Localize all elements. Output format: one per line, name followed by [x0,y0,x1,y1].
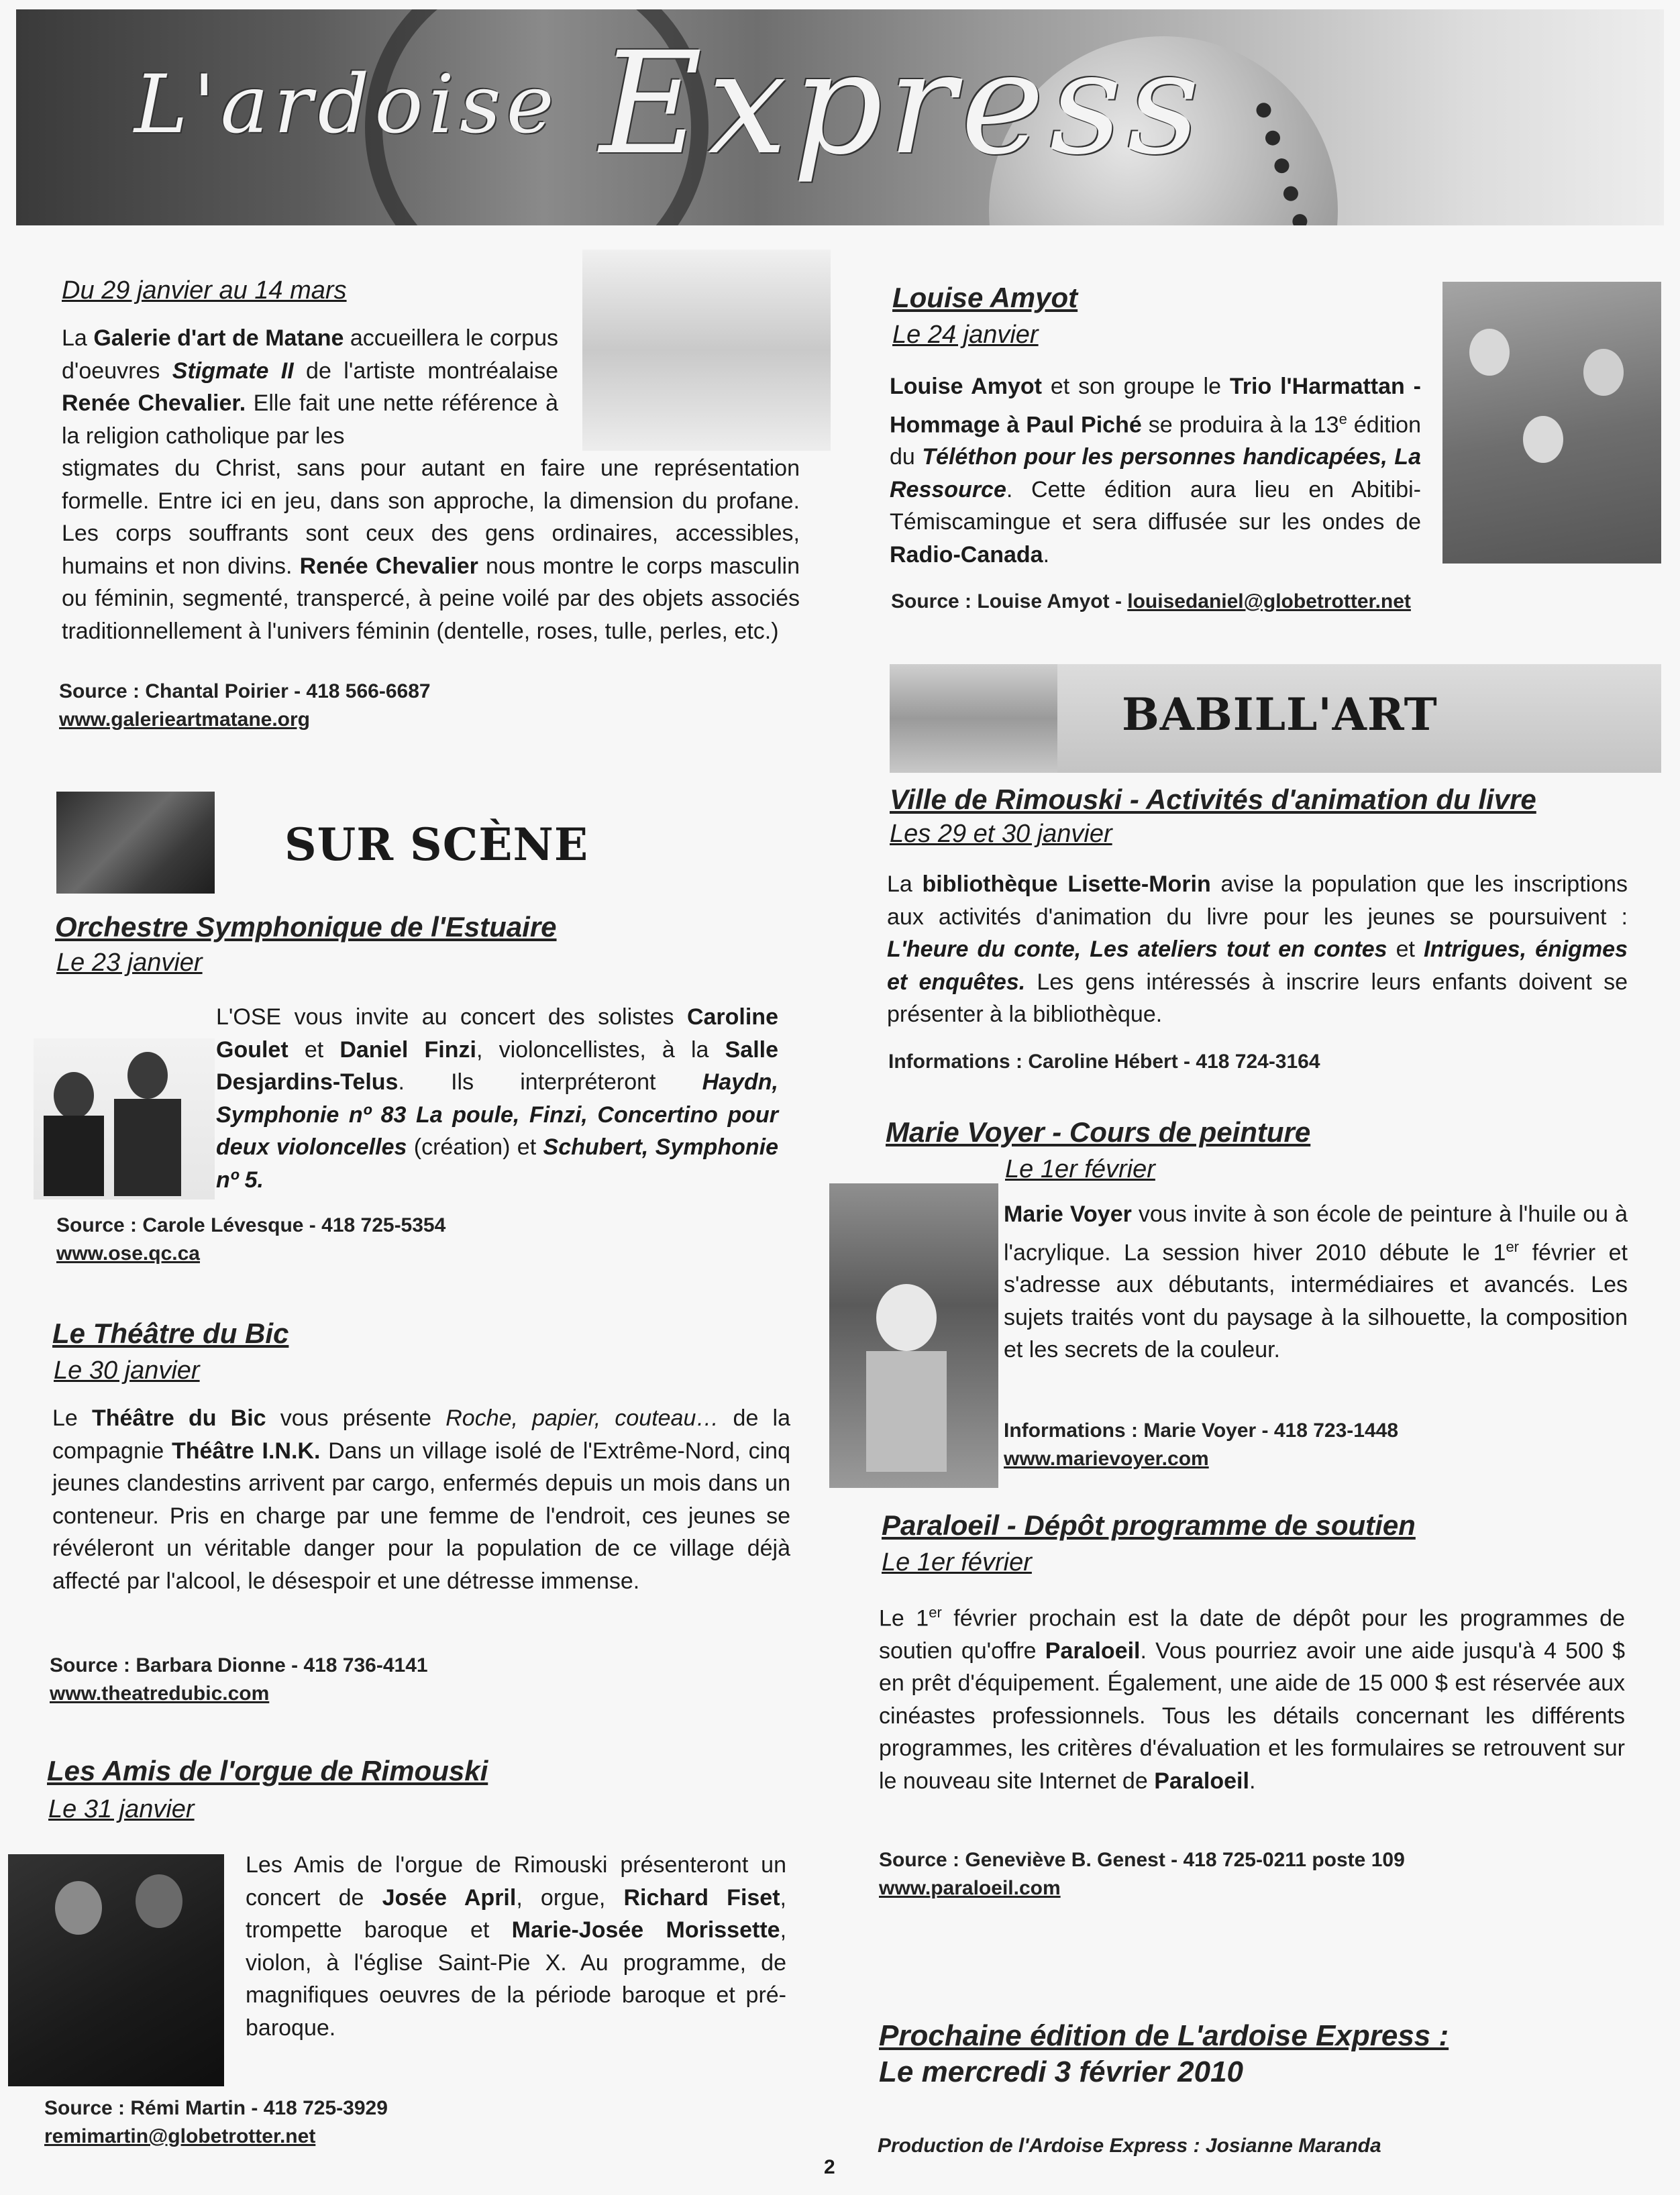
voyer-url[interactable]: www.marievoyer.com [1004,1448,1209,1470]
orgue-heading: Les Amis de l'orgue de Rimouski [47,1755,488,1786]
masthead-title: L'ardoise Express [134,21,1205,186]
bic-heading: Le Théâtre du Bic [52,1318,289,1349]
galerie-source: Source : Chantal Poirier - 418 566-6687 [59,680,431,702]
production-credit: Production de l'Ardoise Express : Josianne Maranda [878,2135,1381,2157]
galerie-text-b: stigmates du Christ, sans pour autant en faire une représentation formelle. Entre ici en jeu, dans son approche, la dimension du profane. Les corps souffrants sont ceux des gens ordinaires, accessibles, humains et non divins. Renée Chevalier nous montre le corps masculin ou féminin, segmenté, transpercé, à peine voilé par des objets associés traditionnellement à l'univers féminin (dentelle, roses, tulle, perles, etc.) [62,456,800,644]
voyer-info: Informations : Marie Voyer - 418 723-1448 [1004,1420,1399,1442]
voyer-heading: Marie Voyer - Cours de peinture [886,1116,1311,1148]
ose-performers-photo [34,1038,215,1199]
rimouski-date: Les 29 et 30 janvier [890,820,1112,848]
bic-source: Source : Barbara Dionne - 418 736-4141 [50,1654,428,1676]
amyot-group-photo [1442,282,1661,564]
ose-url[interactable]: www.ose.qc.ca [56,1242,200,1265]
babillart-section-image [890,664,1057,773]
orgue-performers-photo [8,1854,224,2086]
sur-scene-title: SUR SCÈNE [284,818,589,871]
galerie-url[interactable]: www.galerieartmatane.org [59,708,311,731]
paraloeil-text: Le 1er février prochain est la date de dépôt pour les programmes de soutien qu'offre Paraloeil. Vous pourriez avoir une aide jusqu'à 4 500 $ en prêt d'équipement. Également, une aide de 15 000 $ est réservée aux cinéastes professionnels. Tous les détails concernant les différents programmes, les critères d'évaluation et les formulaires se retrouvent sur le nouveau site Internet de Paraloeil. [879,1604,1625,1794]
voyer-text: Marie Voyer vous invite à son école de peinture à l'huile ou à l'acrylique. La session hiver 2010 débute le 1er février et s'adresse aux débutants, intermédiaires et avancés. Les sujets traités vont du paysage à la silhouette, la composition et les secrets de la couleur. [1004,1201,1628,1363]
ose-date: Le 23 janvier [56,949,203,977]
galerie-text-a: La Galerie d'art de Matane accueillera le corpus d'oeuvres Stigmate II de l'artiste montréalaise Renée Chevalier. Elle fait une nette référence à la religion catholique par les [62,325,558,449]
ose-text: L'OSE vous invite au concert des solistes Caroline Goulet et Daniel Finzi, violoncellistes, à la Salle Desjardins-Telus. Ils interpréteront Haydn, Symphonie nº 83 La poule, Finzi, Concertino pour deux violoncelles (création) et Schubert, Symphonie nº 5. [216,1004,779,1193]
orgue-text: Les Amis de l'orgue de Rimouski présenteront un concert de Josée April, orgue, Richard Fiset, trompette baroque et Marie-Josée Morissette, violon, à l'église Saint-Pie X. Au programme, de magnifiques oeuvres de la période baroque et pré-baroque. [246,1852,787,2041]
amyot-source: Source : Louise Amyot - louisedaniel@globetrotter.net [891,590,1411,612]
next-edition-line1: Prochaine édition de L'ardoise Express : [879,2019,1449,2052]
babillart-title: BABILL'ART [1122,688,1438,741]
sur-scene-section-image [56,792,215,894]
galerie-date: Du 29 janvier au 14 mars [62,276,347,305]
bic-url[interactable]: www.theatredubic.com [50,1682,270,1705]
orgue-source: Source : Rémi Martin - 418 725-3929 [44,2097,388,2119]
rimouski-text: La bibliothèque Lisette-Morin avise la population que les inscriptions aux activités d'animation du livre pour les jeunes se poursuivent : L'heure du conte, Les ateliers tout en contes et Intrigues, énigmes et enquêtes. Les gens intéressés à inscrire leurs enfants doivent se présenter à la bibliothèque. [887,871,1628,1027]
voyer-date: Le 1er février [1005,1155,1155,1183]
rimouski-heading: Ville de Rimouski - Activités d'animation du livre [890,784,1536,815]
paraloeil-url[interactable]: www.paraloeil.com [879,1877,1061,1899]
amyot-heading: Louise Amyot [892,282,1078,313]
paraloeil-date: Le 1er février [882,1548,1032,1576]
amyot-text: Louise Amyot et son groupe le Trio l'Harmattan - Hommage à Paul Piché se produira à la 13e édition du Téléthon pour les personnes handicapées, La Ressource. Cette édition aura lieu en Abitibi-Témiscamingue et sera diffusée sur les ondes de Radio-Canada. [890,374,1421,568]
ose-heading: Orchestre Symphonique de l'Estuaire [55,911,557,943]
paraloeil-source: Source : Geneviève B. Genest - 418 725-0211 poste 109 [879,1849,1405,1871]
page-number: 2 [824,2156,835,2178]
bic-text: Le Théâtre du Bic vous présente Roche, papier, couteau… de la compagnie Théâtre I.N.K. Dans un village isolé de l'Extrême-Nord, cinq jeunes clandestins arrivent par cargo, enfermés depuis un mois dans un conteneur. Pris en charge par une femme de l'endroit, ces jeunes se révéleront un véritable danger pour la population de ce village déjà affecté par l'alcool, le désespoir et une détresse immense. [52,1405,790,1594]
orgue-email[interactable]: remimartin@globetrotter.net [44,2125,316,2147]
paraloeil-heading: Paraloeil - Dépôt programme de soutien [882,1509,1416,1541]
orgue-date: Le 31 janvier [48,1795,195,1823]
rimouski-info: Informations : Caroline Hébert - 418 724-3164 [888,1051,1320,1073]
next-edition-line2: Le mercredi 3 février 2010 [879,2055,1244,2088]
ose-source: Source : Carole Lévesque - 418 725-5354 [56,1214,446,1236]
galerie-artwork-image [582,250,831,451]
bic-date: Le 30 janvier [54,1356,200,1385]
amyot-date: Le 24 janvier [892,321,1039,349]
voyer-painter-photo [829,1183,998,1488]
